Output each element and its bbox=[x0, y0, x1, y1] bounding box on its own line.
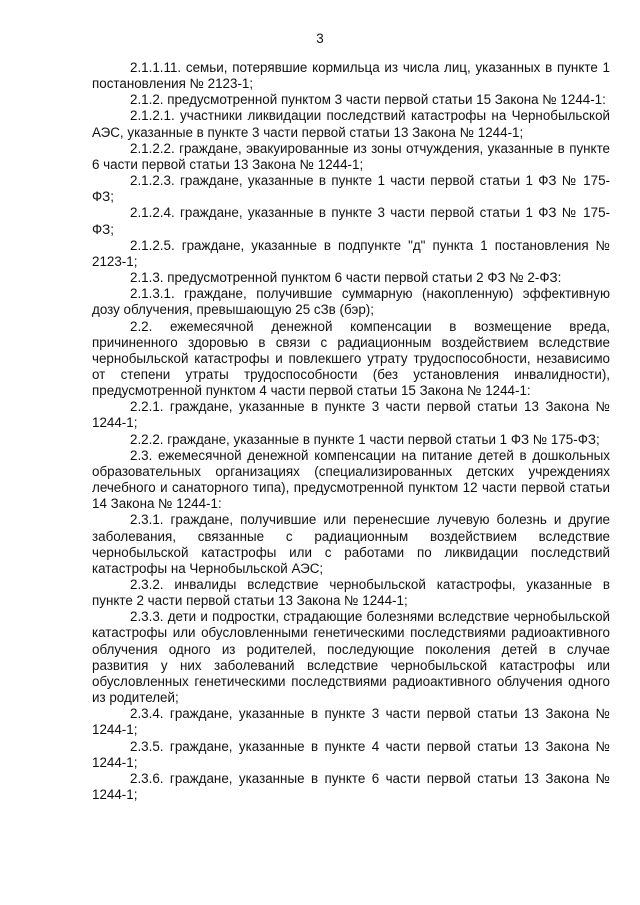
paragraph-2-3-1: 2.3.1. граждане, получившие или перенесшие лучевую болезнь и другие заболевания, связанные с радиационным воздействием вследствие чернобыльской катастрофы или с работами по ликвидации последствий катастрофы на Чернобыльской АЭС; bbox=[92, 512, 610, 576]
document-body bbox=[92, 60, 610, 803]
paragraph-2-3-5: 2.3.5. граждане, указанные в пункте 4 части первой статьи 13 Закона № 1244-1; bbox=[92, 738, 610, 770]
paragraph-2-3-2: 2.3.2. инвалиды вследствие чернобыльской катастрофы, указанные в пункте 2 части первой статьи 13 Закона № 1244-1; bbox=[92, 577, 610, 609]
page-number: 3 bbox=[316, 31, 324, 46]
paragraph-2-1-3: 2.1.3. предусмотренной пунктом 6 части первой статьи 2 ФЗ № 2-ФЗ: bbox=[130, 270, 562, 286]
paragraph-2-1-2: 2.1.2. предусмотренной пунктом 3 части первой статьи 15 Закона № 1244-1: bbox=[130, 92, 606, 108]
paragraph-2-1-3-1: 2.1.3.1. граждане, получившие суммарную (накопленную) эффективную дозу облучения, превышающую 25 сЗв (бэр); bbox=[92, 286, 610, 318]
paragraph-2-1-2-2: 2.1.2.2. граждане, эвакуированные из зоны отчуждения, указанные в пункте 6 части первой статьи 13 Закона № 1244-1; bbox=[92, 140, 610, 172]
paragraph-2-1-2-1: 2.1.2.1. участники ликвидации последствий катастрофы на Чернобыльской АЭС, указанные в пункте 3 части первой статьи 13 Закона № 1244-1; bbox=[92, 108, 610, 140]
paragraph-2-2-2: 2.2.2. граждане, указанные в пункте 1 части первой статьи 1 ФЗ № 175-ФЗ; bbox=[130, 431, 600, 447]
paragraph-2-3-6: 2.3.6. граждане, указанные в пункте 6 части первой статьи 13 Закона № 1244-1; bbox=[92, 770, 610, 803]
paragraph-2-2-1: 2.2.1. граждане, указанные в пункте 3 части первой статьи 13 Закона № 1244-1; bbox=[92, 399, 610, 431]
paragraph-2-1-2-5: 2.1.2.5. граждане, указанные в подпункте "д" пункта 1 постановления № 2123-1; bbox=[92, 237, 610, 269]
paragraph-2-3: 2.3. ежемесячной денежной компенсации на питание детей в дошкольных образовательных организациях (специализированных детских учреждениях лечебного и санаторного типа), предусмотренной пунктом 12 части первой статьи 14 Закона № 1244-1: bbox=[92, 447, 610, 512]
paragraph-2-2: 2.2. ежемесячной денежной компенсации в возмещение вреда, причиненного здоровью в связи с радиационным воздействием вследствие чернобыльской катастрофы и повлекшего утрату трудоспособности, независимо от степени утраты трудоспособности (без установления инвалидности), предусмотренной пунктом 4 части первой статьи 15 Закона № 1244-1: bbox=[92, 318, 610, 399]
paragraph-2-1-2-4: 2.1.2.4. граждане, указанные в пункте 3 части первой статьи 1 ФЗ № 175-ФЗ; bbox=[92, 205, 610, 237]
paragraph-2-3-4: 2.3.4. граждане, указанные в пункте 3 части первой статьи 13 Закона № 1244-1; bbox=[92, 706, 610, 738]
paragraph-2-1-1-11: 2.1.1.11. семьи, потерявшие кормильца из числа лиц, указанных в пункте 1 постановления № 2123-1; bbox=[92, 60, 610, 92]
paragraph-2-1-2-3: 2.1.2.3. граждане, указанные в пункте 1 части первой статьи 1 ФЗ № 175-ФЗ; bbox=[92, 173, 610, 205]
paragraph-2-3-3: 2.3.3. дети и подростки, страдающие болезнями вследствие чернобыльской катастрофы или обусловленными генетическими последствиями радиоактивного облучения одного из родителей, последующие поколения детей в случае развития у них заболеваний вследствие чернобыльской катастрофы или обусловленных генетическими последствиями радиоактивного облучения одного из родителей; bbox=[92, 609, 610, 706]
